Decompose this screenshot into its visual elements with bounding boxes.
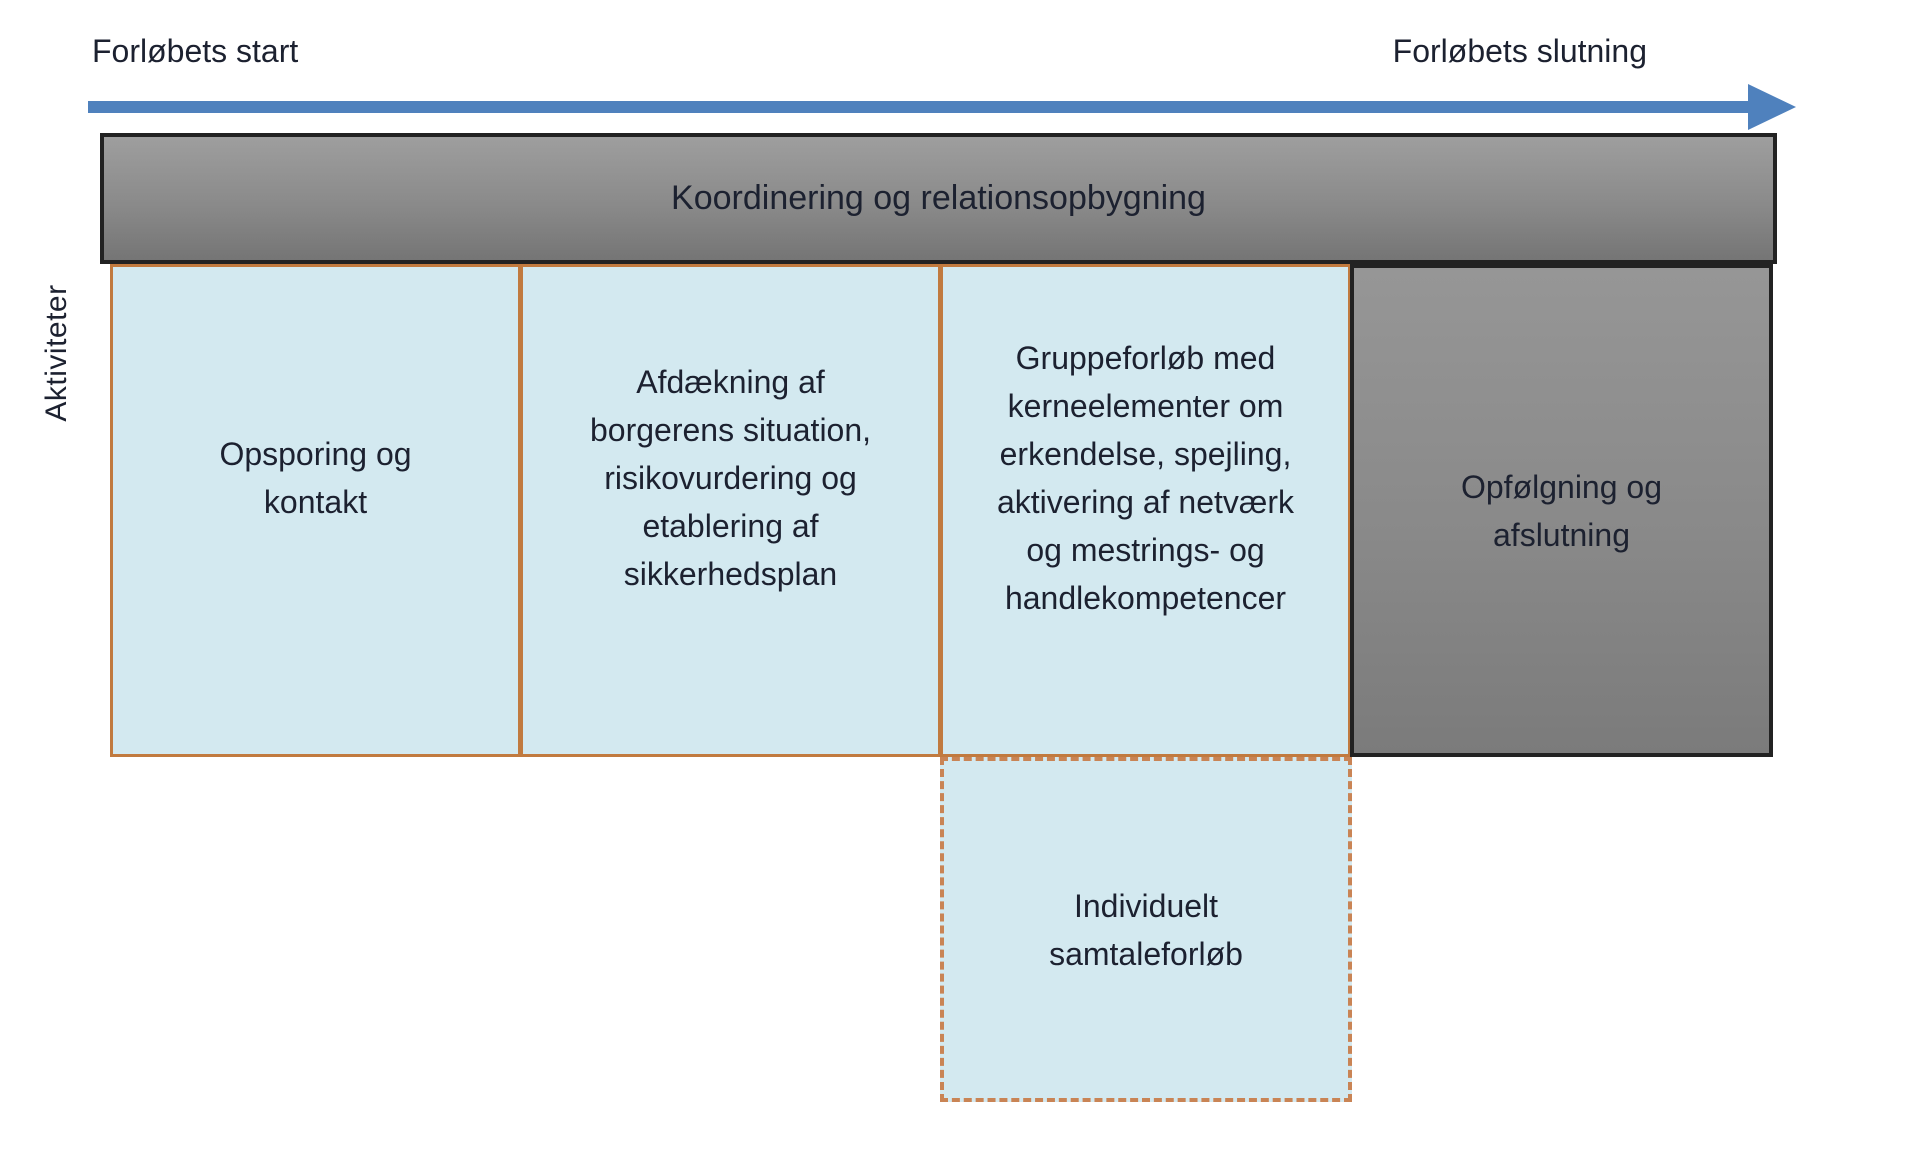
- timeline-end-label: Forløbets slutning: [1392, 33, 1647, 69]
- timeline-arrow-line: [88, 101, 1748, 113]
- sub-phase-box-individuelt-label: Individuelt samtaleforløb: [1049, 887, 1243, 972]
- phase-box-opsporing: [110, 264, 521, 757]
- phase-box-gruppeforloeb-label: Gruppeforløb med kerneelementer om erkendelse, spejling, aktivering af netværk og mestrings- og handlekompetencer: [996, 339, 1294, 616]
- coordination-bar: [100, 133, 1777, 264]
- timeline-start-label: Forløbets start: [92, 33, 299, 69]
- phase-box-opsporing-label: Opsporing og kontakt: [219, 435, 412, 520]
- sub-phase-box-individuelt: [940, 757, 1352, 1102]
- phase-box-opfoelgning-label: Opfølgning og afslutning: [1460, 468, 1662, 553]
- activities-axis-label: Aktiviteter: [40, 284, 73, 422]
- phase-box-afdaekning: [520, 264, 941, 757]
- coordination-bar-label: Koordinering og relationsopbygning: [671, 179, 1206, 217]
- phase-box-afdaekning-label: Afdækning af borgerens situation, risikovurdering og etablering af sikkerhedsplan: [589, 363, 872, 592]
- timeline-arrow-head-icon: [1748, 84, 1796, 130]
- phase-box-gruppeforloeb: [940, 264, 1351, 757]
- phase-box-opfoelgning: [1350, 264, 1773, 757]
